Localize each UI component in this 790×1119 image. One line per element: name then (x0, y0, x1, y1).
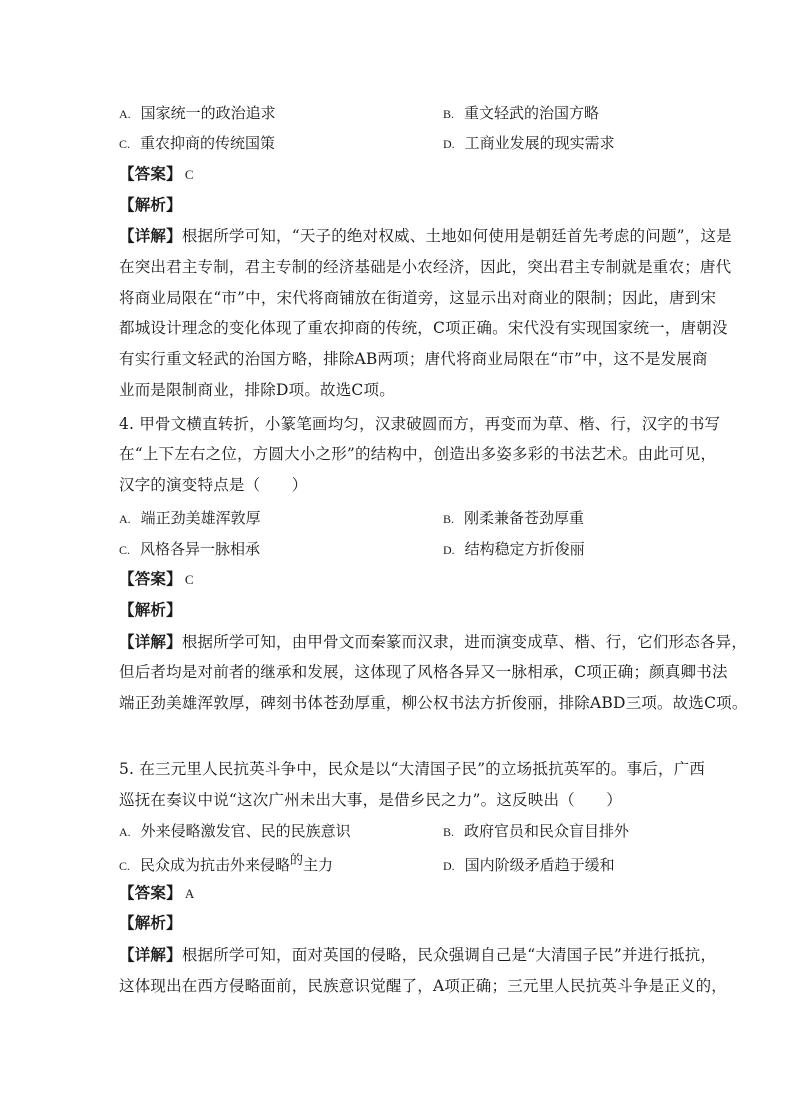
q4-option-d (443, 539, 585, 560)
detail-tag: 【详解】 (119, 226, 182, 245)
q5-stem-line: 巡抚在奏议中说“这次广州未出大事，是借乡民之力”。这反映出（ ） (119, 791, 622, 809)
option-text: 结构稳定方折俊丽 (464, 540, 585, 558)
answer-tag: 【答案】 (119, 569, 182, 588)
q3-option-d (443, 133, 615, 154)
option-letter: B. (443, 107, 455, 121)
q5-stem-line: 5. 在三元里人民抗英斗争中，民众是以“大清国子民”的立场抵抗英军的。事后，广西 (119, 760, 706, 778)
option-letter: C. (119, 859, 131, 873)
option-text: 民众成为抗击外来侵略 (140, 856, 291, 874)
detail-tag: 【详解】 (119, 945, 182, 964)
q3-detail-line: 业而是限制商业，排除D项。故选C项。 (119, 381, 395, 399)
q4-option-b (443, 508, 584, 529)
option-letter: B. (443, 825, 455, 839)
option-letter: D. (443, 859, 455, 873)
answer-value: A (184, 886, 195, 901)
q5-detail-line: 这体现出在西方侵略面前，民族意识觉醒了，A项正确；三元里人民抗英斗争是正义的， (119, 977, 727, 995)
q4-answer (119, 569, 194, 590)
q4-detail-line: 【详解】根据所学可知，由甲骨文而秦篆而汉隶，进而演变成草、楷、行，它们形态各异， (119, 632, 748, 651)
q3-analysis-tag: 【解析】 (119, 195, 182, 214)
q4-analysis-tag: 【解析】 (119, 600, 182, 619)
answer-tag: 【答案】 (119, 164, 182, 183)
q4-stem-line: 4. 甲骨文横直转折，小篆笔画均匀，汉隶破圆而方，再变而为草、楷、行，汉字的书写 (119, 415, 721, 433)
option-letter: D. (443, 543, 455, 557)
option-letter: C. (119, 543, 131, 557)
q3-option-c (119, 133, 275, 154)
option-text: 主力 (303, 856, 334, 874)
q3-detail-line: 将商业局限在“市”中，宋代将商铺放在街道旁，这显示出对商业的限制；因此，唐到宋 (119, 289, 717, 307)
q5-analysis-tag: 【解析】 (119, 913, 182, 932)
q4-option-c (119, 539, 260, 560)
option-letter: D. (443, 137, 455, 151)
q5-option-b (443, 821, 629, 842)
option-text: 刚柔兼备苍劲厚重 (464, 509, 585, 527)
q3-option-a (119, 103, 276, 124)
answer-value: C (184, 572, 194, 587)
option-text-raised: 的 (290, 853, 304, 868)
option-letter: A. (119, 107, 131, 121)
option-text: 重农抑商的传统国策 (140, 134, 276, 152)
q3-answer (119, 164, 194, 185)
answer-tag: 【答案】 (119, 883, 182, 902)
detail-tag: 【详解】 (119, 632, 182, 651)
option-text: 政府官员和民众盲目排外 (464, 822, 630, 840)
option-text: 端正劲美雄浑敦厚 (140, 509, 261, 527)
q5-option-a (119, 821, 351, 842)
q5-option-c (119, 855, 333, 877)
q5-answer (119, 883, 194, 904)
option-text: 工商业发展的现实需求 (464, 134, 615, 152)
option-letter: A. (119, 825, 131, 839)
q4-detail-line: 端正劲美雄浑敦厚，碑刻书体苍劲厚重，柳公权书法方折俊丽，排除ABD三项。故选C项。 (119, 694, 748, 712)
q4-stem-line: 汉字的演变特点是（ ） (119, 476, 308, 494)
q4-option-a (119, 508, 261, 529)
option-letter: A. (119, 512, 131, 526)
option-text: 国内阶级矛盾趋于缓和 (464, 856, 615, 874)
q4-stem-line: 在“上下左右之位，方圆大小之形”的结构中，创造出多姿多彩的书法艺术。由此可见， (119, 445, 717, 463)
q3-detail-line: 在突出君主专制，君主专制的经济基础是小农经济，因此，突出君主专制就是重农；唐代 (119, 258, 732, 276)
q5-option-d (443, 855, 615, 876)
q3-detail-line: 都城设计理念的变化体现了重农抑商的传统，C项正确。宋代没有实现国家统一，唐朝没 (119, 319, 728, 337)
q3-detail-line: 有实行重文轻武的治国方略，排除AB两项；唐代将商业局限在“市”中，这不是发展商 (119, 350, 708, 368)
answer-value: C (184, 167, 194, 182)
option-letter: B. (443, 512, 455, 526)
q3-detail-line: 【详解】根据所学可知，“天子的绝对权威、土地如何使用是朝廷首先考虑的问题”，这是 (119, 226, 732, 245)
option-letter: C. (119, 137, 131, 151)
option-text: 国家统一的政治追求 (140, 104, 276, 122)
q3-option-b (443, 103, 599, 124)
option-text: 重文轻武的治国方略 (464, 104, 600, 122)
q4-detail-line: 但后者均是对前者的继承和发展，这体现了风格各异又一脉相承，C项正确；颜真卿书法 (119, 663, 728, 681)
option-text: 风格各异一脉相承 (140, 540, 261, 558)
option-text: 外来侵略激发官、民的民族意识 (140, 822, 351, 840)
q5-detail-line: 【详解】根据所学可知，面对英国的侵略，民众强调自己是“大清国子民”并进行抵抗， (119, 945, 717, 964)
